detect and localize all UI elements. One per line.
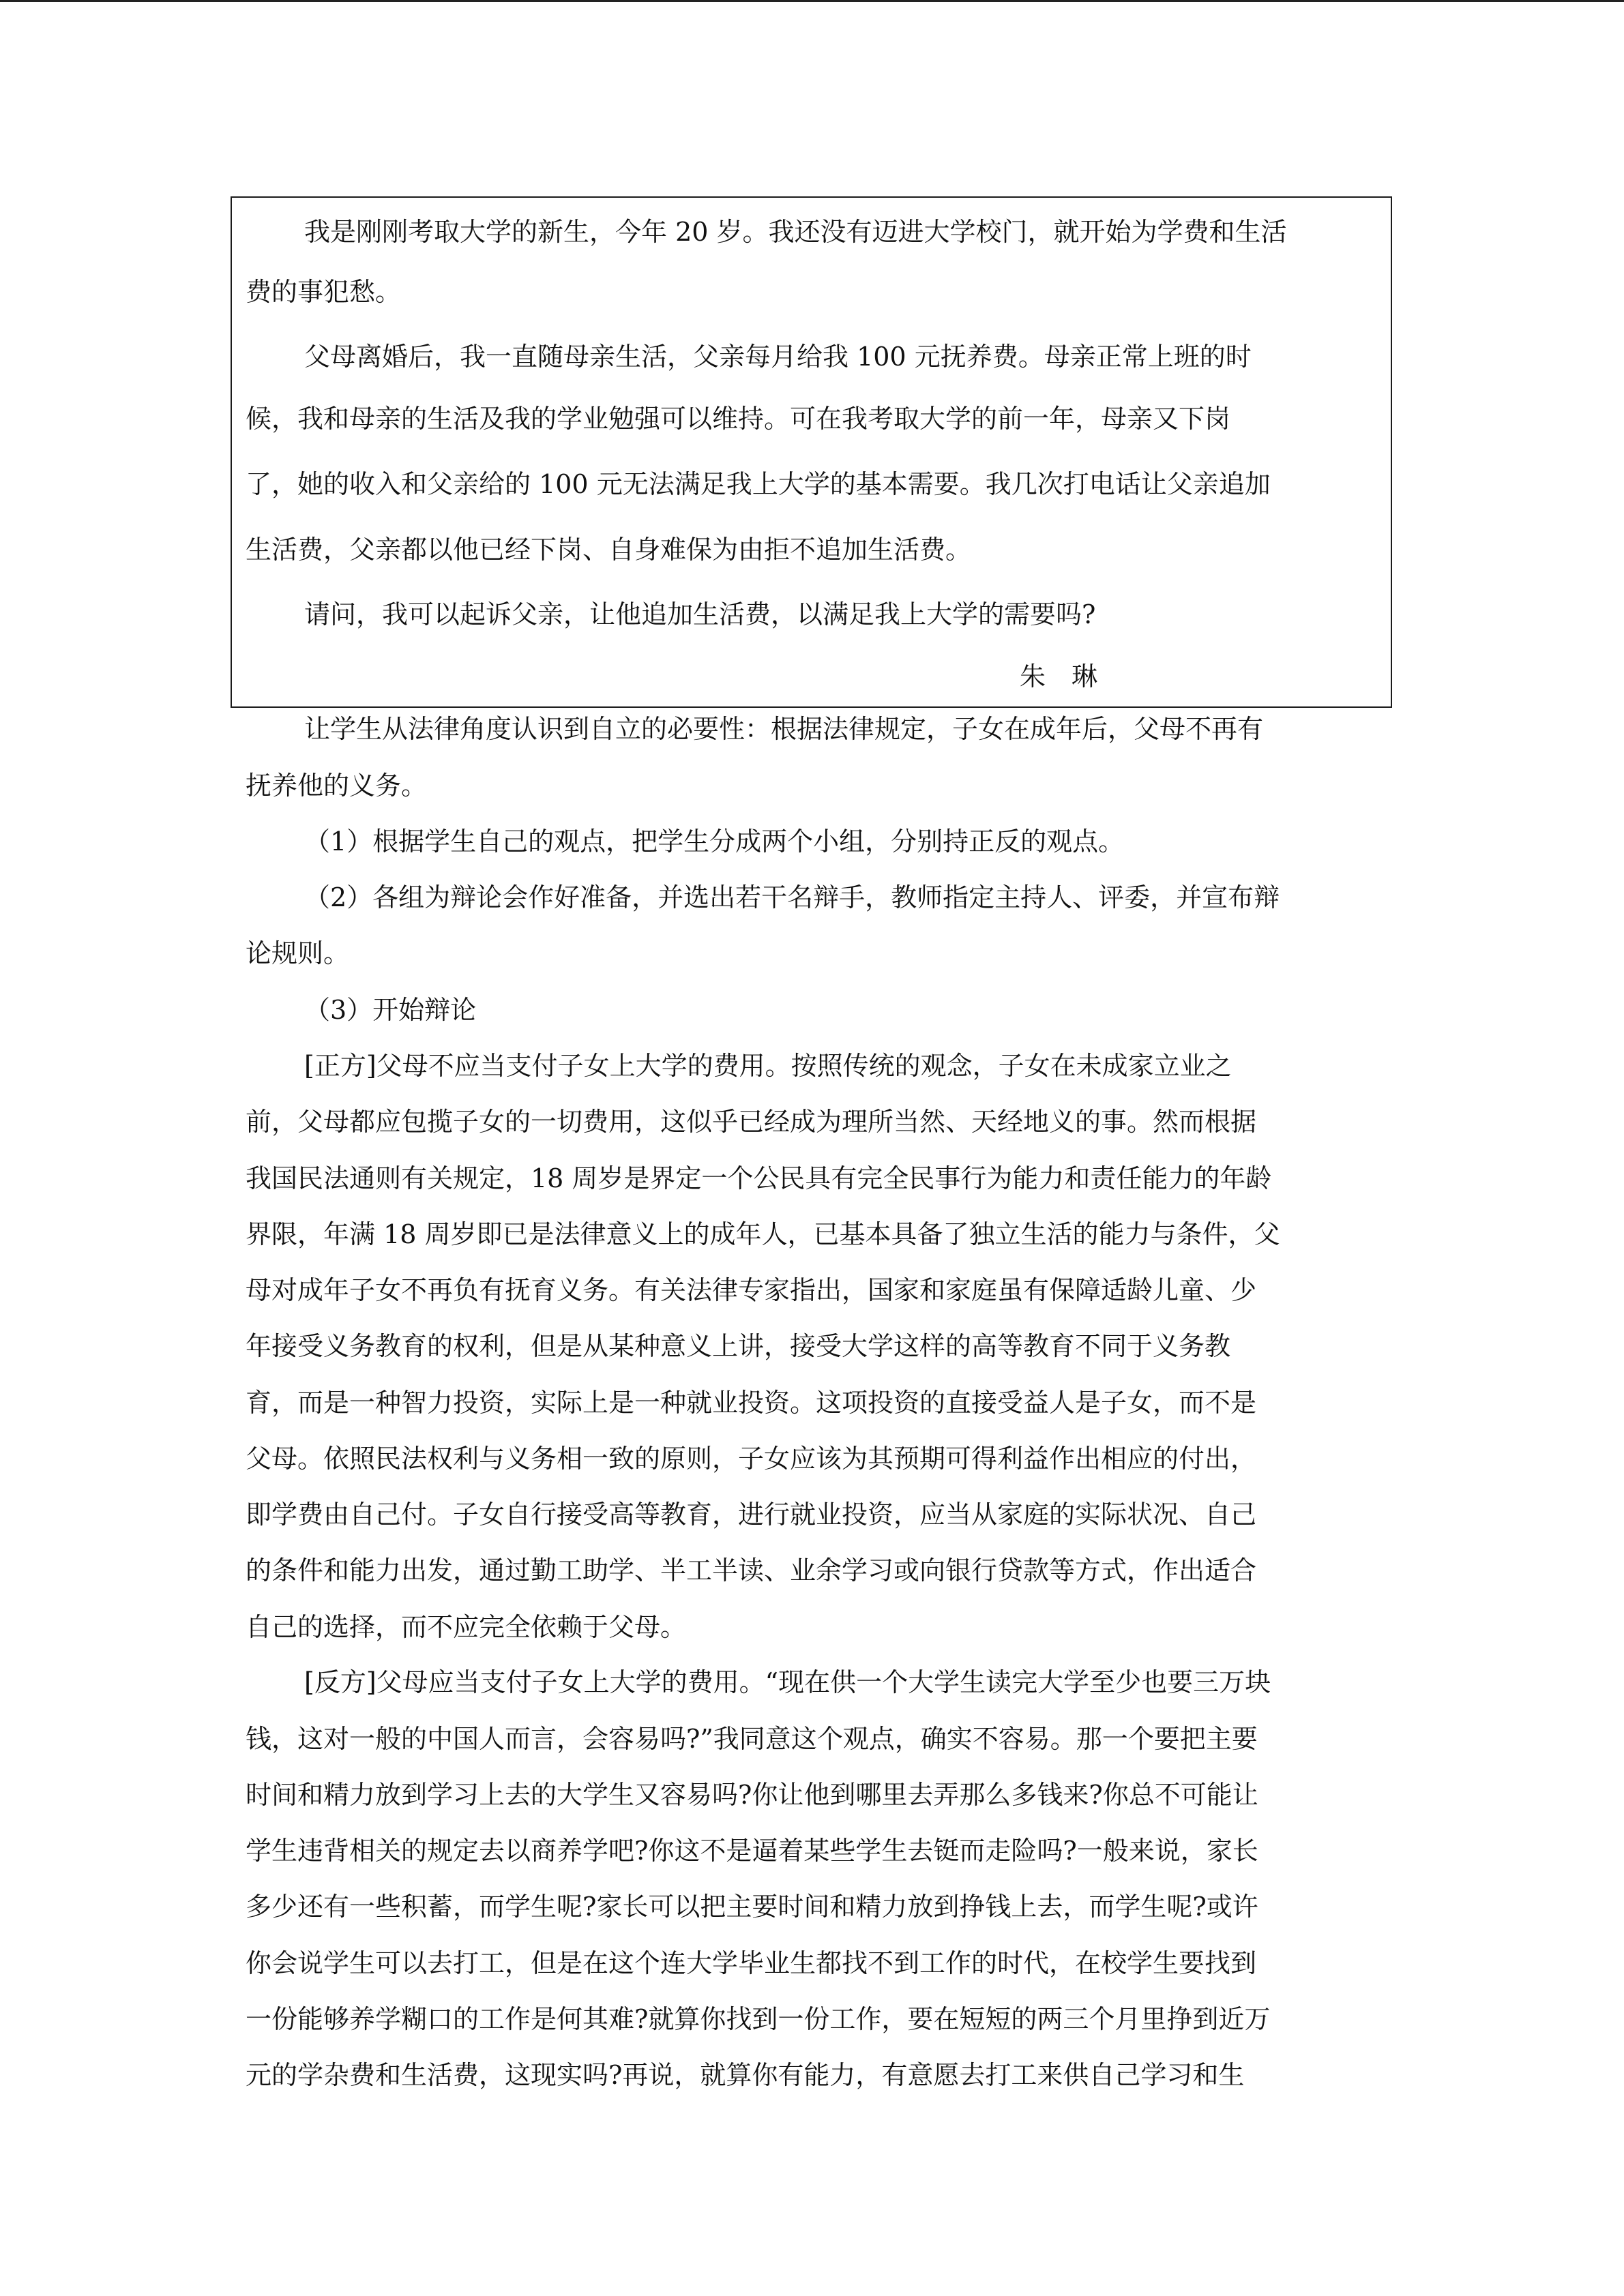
body-line: 时间和精力放到学习上去的大学生又容易吗?你让他到哪里去弄那么多钱来?你总不可能让 xyxy=(246,1780,1258,1810)
body-line: 你会说学生可以去打工，但是在这个连大学毕业生都找不到工作的时代，在校学生要找到 xyxy=(246,1948,1257,1978)
body-line: 育，而是一种智力投资，实际上是一种就业投资。这项投资的直接受益人是子女，而不是 xyxy=(246,1388,1257,1418)
body-line: 父母。依照民法权利与义务相一致的原则，子女应该为其预期可得利益作出相应的付出， xyxy=(246,1444,1257,1474)
letter-line: 父母离婚后，我一直随母亲生活，父亲每月给我 100 元抚养费。母亲正常上班的时 xyxy=(304,342,1252,372)
body-line: [反方]父母应当支付子女上大学的费用。“现在供一个大学生读完大学至少也要三万块 xyxy=(304,1667,1271,1697)
body-line: 我国民法通则有关规定，18 周岁是界定一个公民具有完全民事行为能力和责任能力的年龄 xyxy=(246,1163,1272,1193)
body-line: [正方]父母不应当支付子女上大学的费用。按照传统的观念，子女在未成家立业之 xyxy=(304,1051,1232,1081)
body-line: 让学生从法律角度认识到自立的必要性：根据法律规定，子女在成年后，父母不再有 xyxy=(304,714,1264,744)
letter-line: 了，她的收入和父亲给的 100 元无法满足我上大学的基本需要。我几次打电话让父亲追加 xyxy=(246,469,1271,499)
letter-line: 生活费，父亲都以他已经下岗、自身难保为由拒不追加生活费。 xyxy=(246,535,972,565)
body-line: 前，父母都应包揽子女的一切费用，这似乎已经成为理所当然、天经地义的事。然而根据 xyxy=(246,1107,1257,1137)
body-line: 的条件和能力出发，通过勤工助学、半工半读、业余学习或向银行贷款等方式，作出适合 xyxy=(246,1555,1257,1585)
page-top-border xyxy=(0,0,1624,2)
body-line: （1）根据学生自己的观点，把学生分成两个小组，分别持正反的观点。 xyxy=(304,826,1125,856)
letter-line: 费的事犯愁。 xyxy=(246,277,402,307)
letter-line: 我是刚刚考取大学的新生，今年 20 岁。我还没有迈进大学校门，就开始为学费和生活 xyxy=(304,217,1287,247)
body-line: 元的学杂费和生活费，这现实吗?再说，就算你有能力，有意愿去打工来供自己学习和生 xyxy=(246,2060,1245,2090)
body-line: 年接受义务教育的权利，但是从某种意义上讲，接受大学这样的高等教育不同于义务教 xyxy=(246,1331,1231,1361)
body-line: 一份能够养学糊口的工作是何其难?就算你找到一份工作，要在短短的两三个月里挣到近万 xyxy=(246,2004,1271,2034)
body-line: 抚养他的义务。 xyxy=(246,771,428,801)
body-line: 自己的选择，而不应完全依赖于父母。 xyxy=(246,1612,687,1642)
body-line: 即学费由自己付。子女自行接受高等教育，进行就业投资，应当从家庭的实际状况、自己 xyxy=(246,1500,1257,1530)
body-line: 母对成年子女不再负有抚育义务。有关法律专家指出，国家和家庭虽有保障适龄儿童、少 xyxy=(246,1275,1257,1305)
body-line: 钱，这对一般的中国人而言，会容易吗?”我同意这个观点，确实不容易。那一个要把主要 xyxy=(246,1724,1258,1754)
body-line: 多少还有一些积蓄，而学生呢?家长可以把主要时间和精力放到挣钱上去，而学生呢?或许 xyxy=(246,1892,1258,1922)
body-line: 论规则。 xyxy=(246,938,350,968)
letter-signature: 朱 琳 xyxy=(1020,661,1098,691)
body-line: （3）开始辩论 xyxy=(304,995,477,1025)
letter-line: 请问，我可以起诉父亲，让他追加生活费，以满足我上大学的需要吗? xyxy=(304,599,1096,629)
body-line: （2）各组为辩论会作好准备，并选出若干名辩手，教师指定主持人、评委，并宣布辩 xyxy=(304,882,1280,912)
letter-line: 候，我和母亲的生活及我的学业勉强可以维持。可在我考取大学的前一年，母亲又下岗 xyxy=(246,404,1231,434)
body-line: 学生违背相关的规定去以商养学吧?你这不是逼着某些学生去铤而走险吗?一般来说，家长 xyxy=(246,1836,1258,1866)
letter-box xyxy=(231,196,1392,708)
body-line: 界限，年满 18 周岁即已是法律意义上的成年人，已基本具备了独立生活的能力与条件，父 xyxy=(246,1219,1280,1249)
